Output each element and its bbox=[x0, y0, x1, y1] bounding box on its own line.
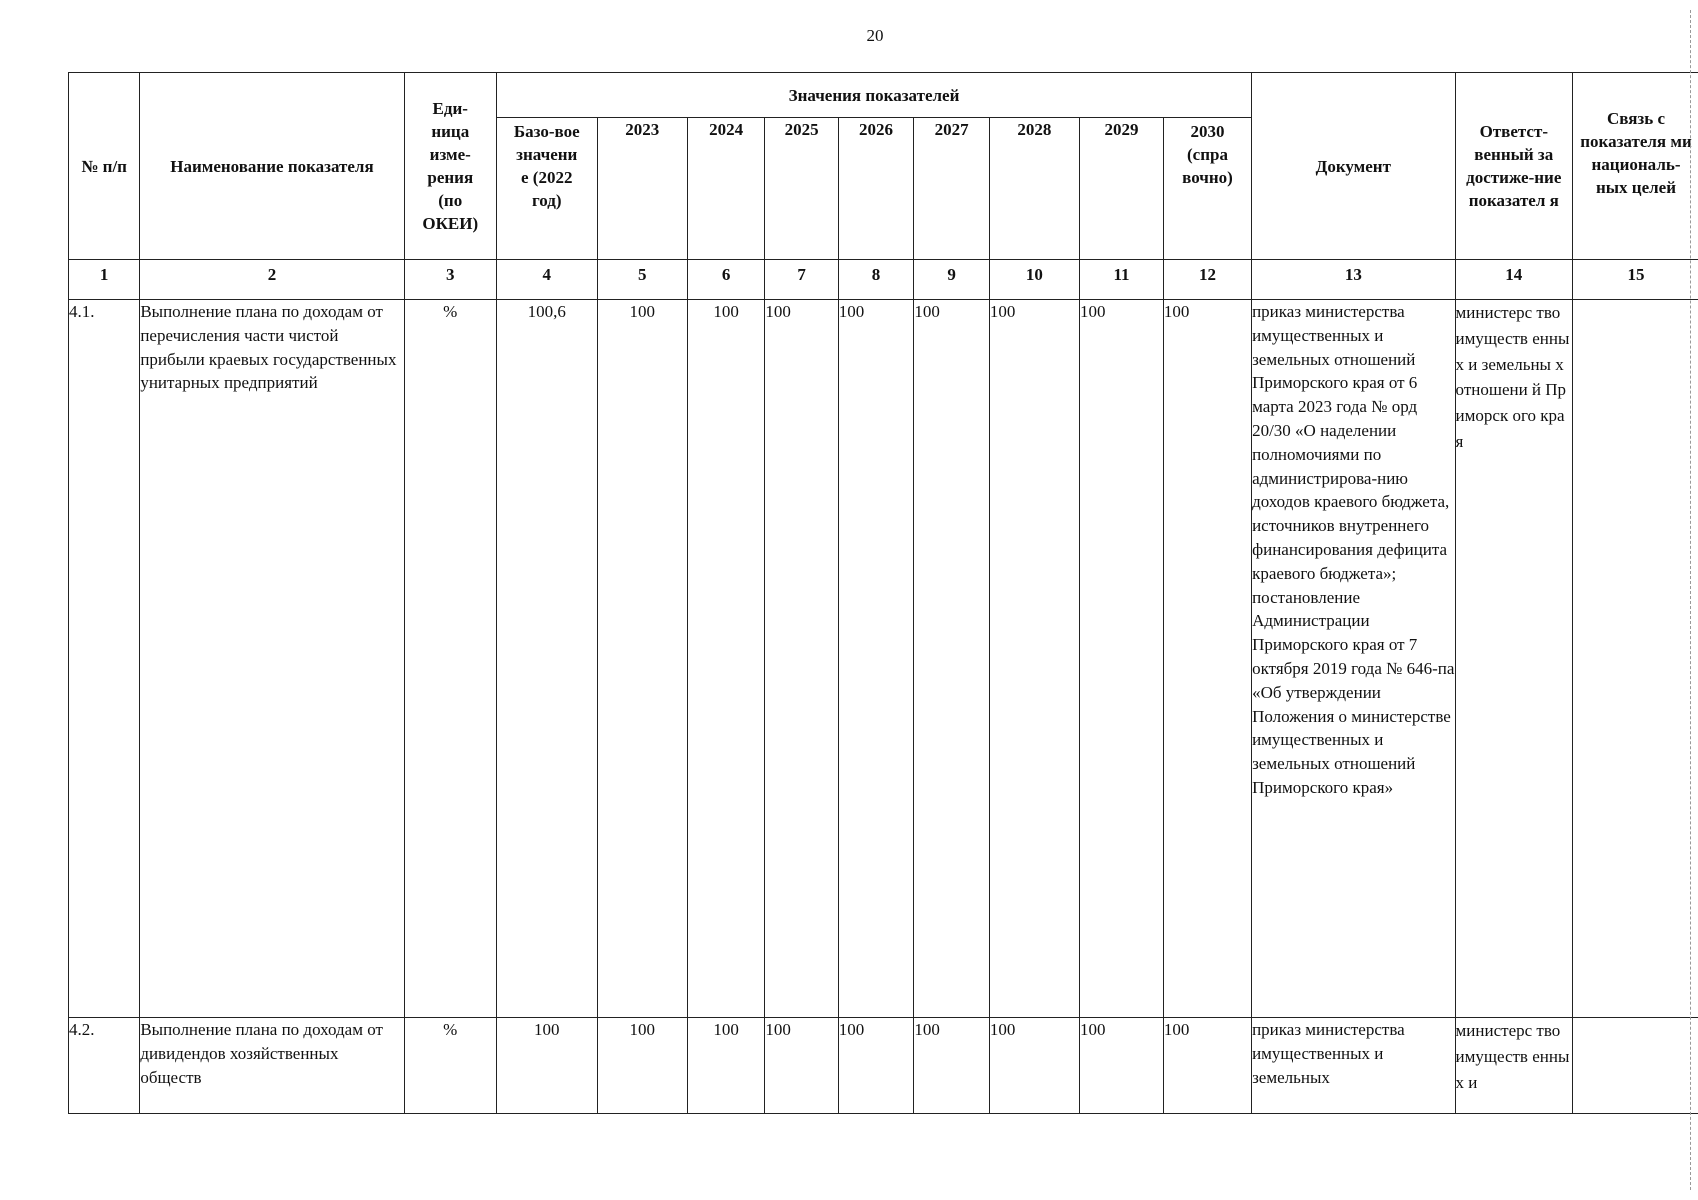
value-2027: 100 bbox=[914, 300, 990, 1018]
header-year: 2029 bbox=[1080, 118, 1164, 260]
column-number: 9 bbox=[914, 260, 990, 300]
base-value: 100,6 bbox=[496, 300, 597, 1018]
value-2029: 100 bbox=[1080, 1018, 1164, 1114]
scan-edge-line bbox=[1690, 10, 1692, 1190]
value-2028: 100 bbox=[989, 300, 1079, 1018]
header-year: 2023 bbox=[597, 118, 687, 260]
header-year: 2025 bbox=[765, 118, 838, 260]
header-row-1 bbox=[69, 73, 1698, 118]
indicators-table bbox=[68, 72, 1698, 1114]
column-number: 10 bbox=[989, 260, 1079, 300]
unit: % bbox=[404, 300, 496, 1018]
column-number: 7 bbox=[765, 260, 838, 300]
indicator-name: Выполнение плана по доходам от перечисления части чистой прибыли краевых государственных унитарных предприятий bbox=[140, 300, 404, 1018]
value-2028: 100 bbox=[989, 1018, 1079, 1114]
column-number: 13 bbox=[1252, 260, 1455, 300]
column-number: 4 bbox=[496, 260, 597, 300]
value-2025: 100 bbox=[765, 1018, 838, 1114]
header-unit: Еди-ница изме-рения (по ОКЕИ) bbox=[404, 73, 496, 260]
value-2026: 100 bbox=[838, 1018, 914, 1114]
document-text: приказ министерства имущественных и земельных отношений Приморского края от 6 марта 2023 года № орд 20/30 «О наделении полномочиями по администрирова-нию доходов краевого бюджета, источников внутреннего финансирования дефицита краевого бюджета»; постановление Администрации Приморского края от 7 октября 2019 года № 646-па «Об утверждении Положения о министерстве имущественных и земельных отношений Приморского края» bbox=[1252, 300, 1455, 1018]
value-2024: 100 bbox=[687, 300, 765, 1018]
header-year: 2028 bbox=[989, 118, 1079, 260]
column-number: 11 bbox=[1080, 260, 1164, 300]
column-number: 2 bbox=[140, 260, 404, 300]
header-name: Наименование показателя bbox=[140, 73, 404, 260]
column-number: 5 bbox=[597, 260, 687, 300]
value-2025: 100 bbox=[765, 300, 838, 1018]
header-year: 2026 bbox=[838, 118, 914, 260]
column-number: 1 bbox=[69, 260, 140, 300]
national-goals-link bbox=[1573, 1018, 1698, 1114]
value-2026: 100 bbox=[838, 300, 914, 1018]
header-national-goals: Связь с показателя ми националь-ных целей bbox=[1573, 73, 1698, 260]
unit: % bbox=[404, 1018, 496, 1114]
table-row bbox=[69, 300, 1698, 1018]
value-2023: 100 bbox=[597, 300, 687, 1018]
responsible-text: министерс тво имуществ енных и земельны х отношени й Приморск ого края bbox=[1455, 300, 1572, 1018]
page-number: 20 bbox=[866, 26, 884, 45]
value-2027: 100 bbox=[914, 1018, 990, 1114]
column-number: 12 bbox=[1163, 260, 1251, 300]
column-number: 15 bbox=[1573, 260, 1698, 300]
header-responsible: Ответст-венный за достиже-ние показател я bbox=[1455, 73, 1572, 260]
row-number: 4.1. bbox=[69, 300, 140, 1018]
header-document: Документ bbox=[1252, 73, 1455, 260]
column-number: 3 bbox=[404, 260, 496, 300]
row-number: 4.2. bbox=[69, 1018, 140, 1114]
value-2030: 100 bbox=[1163, 300, 1251, 1018]
table-row bbox=[69, 1018, 1698, 1114]
header-year: 2027 bbox=[914, 118, 990, 260]
header-year: 2024 bbox=[687, 118, 765, 260]
header-num: № п/п bbox=[69, 73, 140, 260]
column-number: 6 bbox=[687, 260, 765, 300]
national-goals-link bbox=[1573, 300, 1698, 1018]
value-2030: 100 bbox=[1163, 1018, 1251, 1114]
header-year-2030: 2030 (спра вочно) bbox=[1163, 118, 1251, 260]
value-2029: 100 bbox=[1080, 300, 1164, 1018]
column-numbers-row bbox=[69, 260, 1698, 300]
value-2023: 100 bbox=[597, 1018, 687, 1114]
responsible-text: министерс тво имуществ енных и bbox=[1455, 1018, 1572, 1114]
header-values-group: Значения показателей bbox=[496, 73, 1251, 118]
base-value: 100 bbox=[496, 1018, 597, 1114]
value-2024: 100 bbox=[687, 1018, 765, 1114]
document-text: приказ министерства имущественных и земельных bbox=[1252, 1018, 1455, 1114]
column-number: 8 bbox=[838, 260, 914, 300]
indicator-name: Выполнение плана по доходам от дивидендов хозяйственных обществ bbox=[140, 1018, 404, 1114]
header-base: Базо-вое значени е (2022 год) bbox=[496, 118, 597, 260]
column-number: 14 bbox=[1455, 260, 1572, 300]
